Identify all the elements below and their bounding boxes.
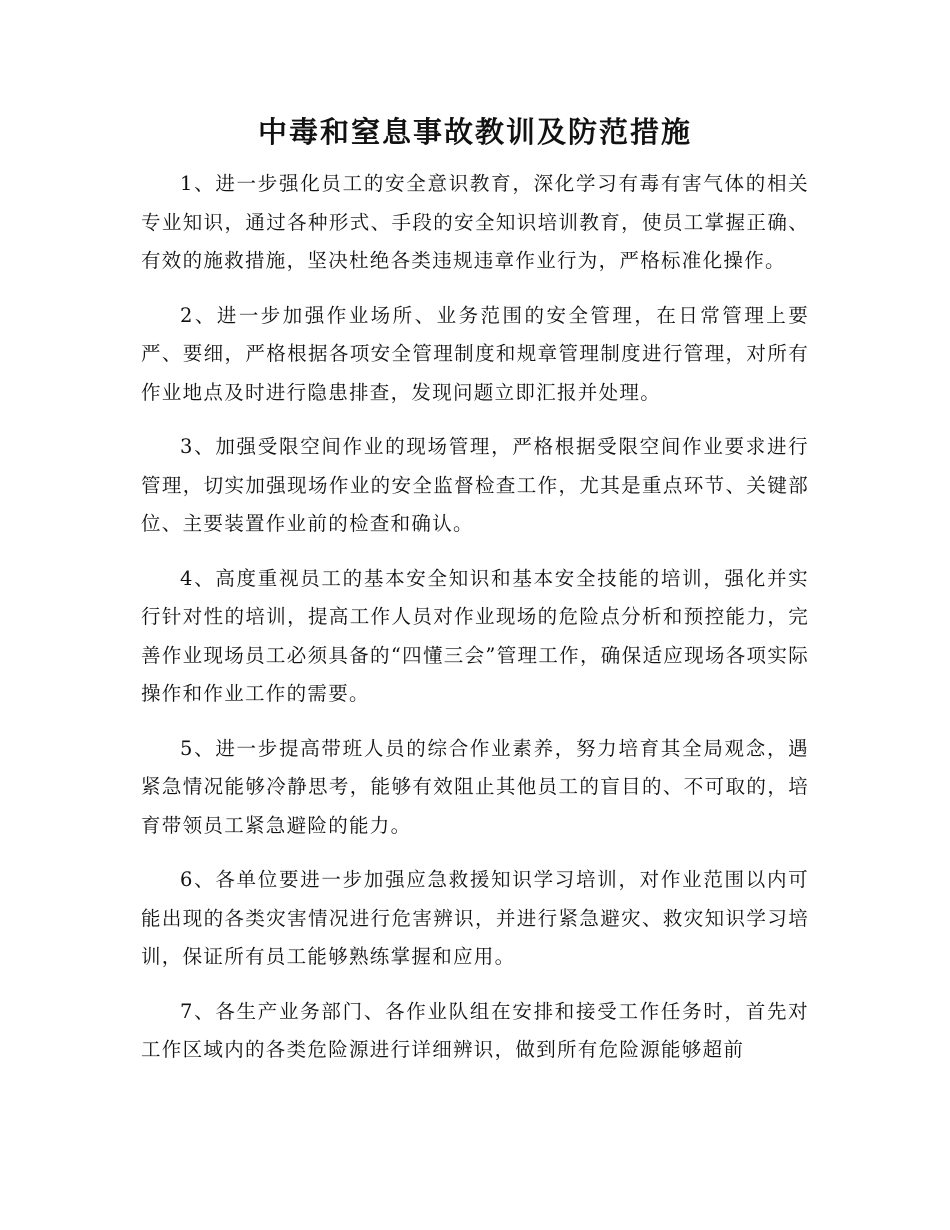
document-body (141, 165, 809, 1086)
paragraph-6: 6、各单位要进一步加强应急救援知识学习培训，对作业范围以内可能出现的各类灾害情况进行危害辨识，并进行紧急避灾、救灾知识学习培训，保证所有员工能够熟练掌握和应用。 (141, 868, 809, 968)
paragraph-3: 3、加强受限空间作业的现场管理，严格根据受限空间作业要求进行管理，切实加强现场作业的安全监督检查工作，尤其是重点环节、关键部位、主要装置作业前的检查和确认。 (141, 435, 809, 535)
document-title: 中毒和窒息事故教训及防范措施 (257, 115, 692, 149)
paragraph-4: 4、高度重视员工的基本安全知识和基本安全技能的培训，强化并实行针对性的培训，提高工作人员对作业现场的危险点分析和预控能力，完善作业现场员工必须具备的“四懂三会”管理工作，确保适应现场各项实际操作和作业工作的需要。 (141, 566, 809, 705)
paragraph-1: 1、进一步强化员工的安全意识教育，深化学习有毒有害气体的相关专业知识，通过各种形式、手段的安全知识培训教育，使员工掌握正确、有效的施救措施，坚决杜绝各类违规违章作业行为，严格标准化操作。 (141, 172, 809, 272)
paragraph-2: 2、进一步加强作业场所、业务范围的安全管理，在日常管理上要严、要细，严格根据各项安全管理制度和规章管理制度进行管理，对所有作业地点及时进行隐患排查，发现问题立即汇报并处理。 (141, 303, 809, 404)
paragraph-7: 7、各生产业务部门、各作业队组在安排和接受工作任务时，首先对工作区域内的各类危险源进行详细辨识，做到所有危险源能够超前 (141, 999, 809, 1061)
paragraph-5: 5、进一步提高带班人员的综合作业素养，努力培育其全局观念，遇紧急情况能够冷静思考，能够有效阻止其他员工的盲目的、不可取的，培育带领员工紧急避险的能力。 (141, 736, 809, 837)
